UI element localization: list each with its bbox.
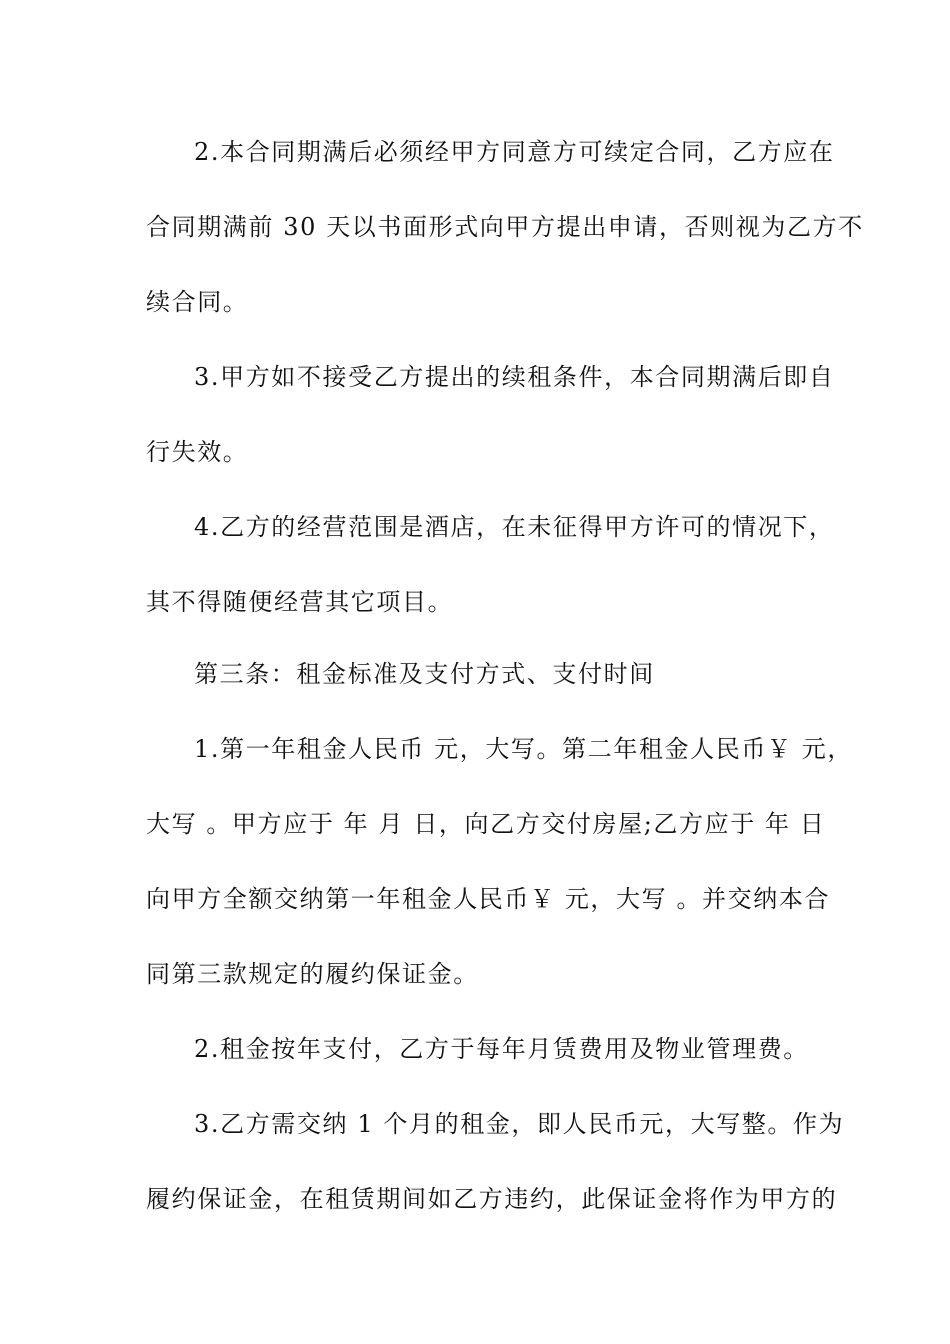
section-heading-article-3: 第三条：租金标准及支付方式、支付时间 <box>194 660 655 688</box>
paragraph-rent-1-line-3: 向甲方全额交纳第一年租金人民币￥ 元，大写 。并交纳本合 <box>146 885 831 913</box>
paragraph-clause-3-line-2: 行失效。 <box>146 438 249 466</box>
paragraph-clause-4-line-2: 其不得随便经营其它项目。 <box>146 588 454 616</box>
paragraph-clause-2-line-3: 续合同。 <box>146 288 249 316</box>
paragraph-rent-1-line-2: 大写 。甲方应于 年 月 日，向乙方交付房屋;乙方应于 年 日 <box>146 810 826 838</box>
paragraph-clause-4-line-1: 4.乙方的经营范围是酒店，在未征得甲方许可的情况下， <box>194 513 835 541</box>
paragraph-rent-2-line-1: 2.租金按年支付，乙方于每年月赁费用及物业管理费。 <box>194 1035 809 1063</box>
paragraph-clause-2-line-1: 2.本合同期满后必须经甲方同意方可续定合同，乙方应在 <box>194 138 835 166</box>
paragraph-rent-3-line-1: 3.乙方需交纳 1 个月的租金，即人民币元，大写整。作为 <box>194 1110 845 1138</box>
paragraph-rent-1-line-4: 同第三款规定的履约保证金。 <box>146 960 479 988</box>
paragraph-clause-3-line-1: 3.甲方如不接受乙方提出的续租条件，本合同期满后即自 <box>194 363 835 391</box>
paragraph-clause-2-line-2: 合同期满前 30 天以书面形式向甲方提出申请，否则视为乙方不 <box>146 213 864 241</box>
paragraph-rent-3-line-2: 履约保证金，在租赁期间如乙方违约，此保证金将作为甲方的 <box>146 1185 838 1213</box>
paragraph-rent-1-line-1: 1.第一年租金人民币 元，大写。第二年租金人民币￥ 元， <box>194 735 853 763</box>
